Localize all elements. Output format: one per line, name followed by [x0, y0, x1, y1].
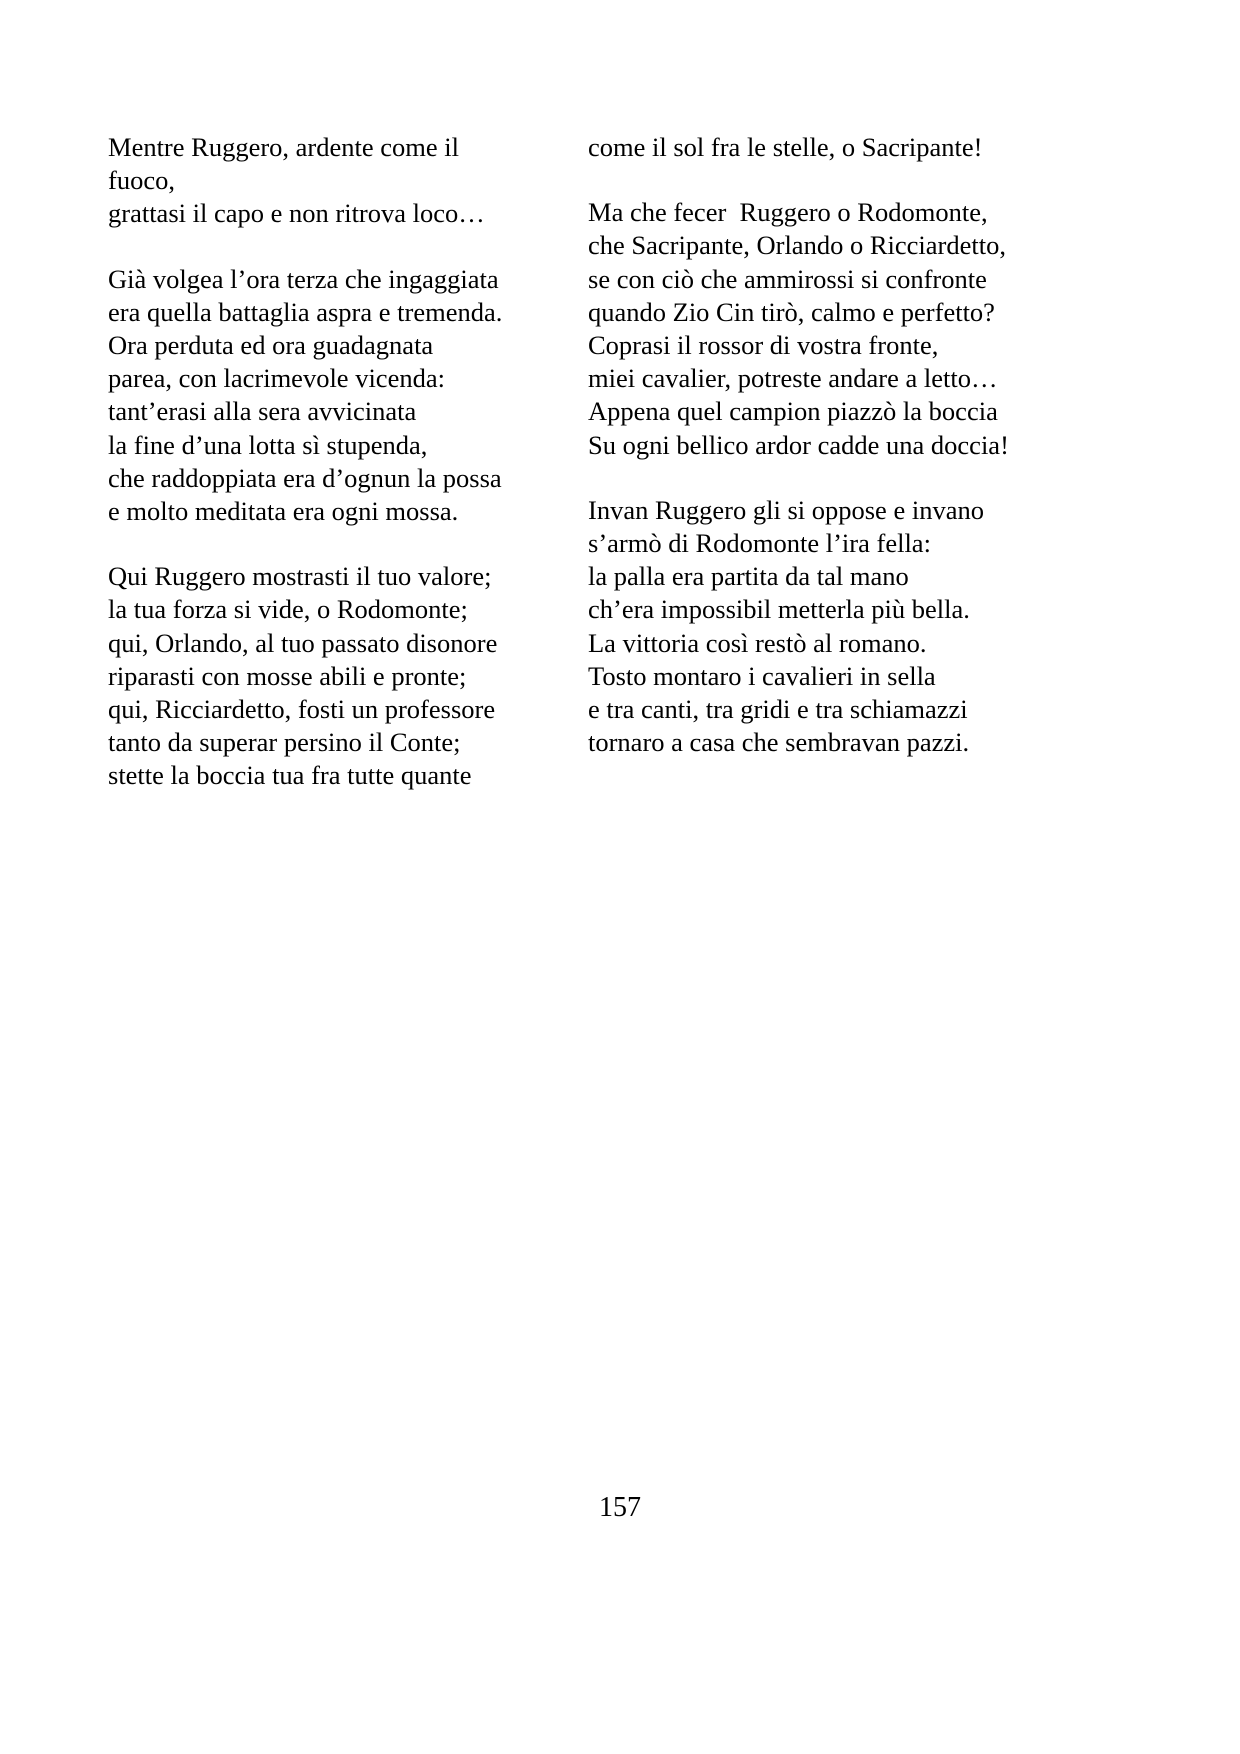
- verse-line: la tua forza si vide, o Rodomonte;: [108, 594, 468, 625]
- verse-line: La vittoria così restò al romano.: [588, 627, 927, 658]
- verse-line: ch’era impossibil metterla più bella.: [588, 594, 970, 625]
- poem-column-left: [108, 131, 588, 793]
- verse-line: Appena quel campion piazzò la boccia: [588, 396, 998, 427]
- verse-line: era quella battaglia aspra e tremenda.: [108, 296, 503, 327]
- verse-line: Mentre Ruggero, ardente come il: [108, 132, 459, 162]
- verse-line: Invan Ruggero gli si oppose e invano: [588, 494, 984, 525]
- verse-line: quando Zio Cin tirò, calmo e perfetto?: [588, 296, 995, 327]
- poem-column-right: [588, 131, 1132, 759]
- verse-line: tanto da superar persino il Conte;: [108, 727, 461, 758]
- verse-line: qui, Ricciardetto, fosti un professore: [108, 694, 496, 725]
- stanza: [108, 263, 588, 529]
- verse-line: fuoco,: [108, 165, 175, 196]
- verse-line: s’armò di Rodomonte l’ira fella:: [588, 528, 931, 559]
- verse-line: Ma che fecer Ruggero o Rodomonte,: [588, 197, 988, 228]
- verse-line: la palla era partita da tal mano: [588, 561, 909, 592]
- stanza: [588, 131, 1132, 164]
- poem-body: [108, 131, 1132, 793]
- verse-line: Coprasi il rossor di vostra fronte,: [588, 330, 939, 361]
- verse-line: e molto meditata era ogni mossa.: [108, 496, 459, 527]
- verse-line: parea, con lacrimevole vicenda:: [108, 363, 445, 394]
- verse-line: Già volgea l’ora terza che ingaggiata: [108, 263, 499, 294]
- verse-line: e tra canti, tra gridi e tra schiamazzi: [588, 694, 968, 725]
- stanza: [588, 196, 1132, 462]
- verse-line: stette la boccia tua fra tutte quante: [108, 760, 472, 791]
- verse-line: come il sol fra le stelle, o Sacripante!: [588, 132, 983, 162]
- stanza: [108, 560, 588, 792]
- verse-line: Su ogni bellico ardor cadde una doccia!: [588, 429, 1009, 460]
- verse-line: Ora perduta ed ora guadagnata: [108, 330, 434, 361]
- verse-line: grattasi il capo e non ritrova loco…: [108, 198, 485, 229]
- verse-line: tant’erasi alla sera avvicinata: [108, 396, 417, 427]
- verse-line: miei cavalier, potreste andare a letto…: [588, 363, 998, 394]
- verse-line: che Sacripante, Orlando o Ricciardetto,: [588, 230, 1006, 261]
- verse-line: Qui Ruggero mostrasti il tuo valore;: [108, 561, 492, 592]
- stanza: [588, 494, 1132, 760]
- verse-line: qui, Orlando, al tuo passato disonore: [108, 627, 498, 658]
- verse-line: la fine d’una lotta sì stupenda,: [108, 429, 428, 460]
- verse-line: se con ciò che ammirossi si confronte: [588, 263, 987, 294]
- verse-line: tornaro a casa che sembravan pazzi.: [588, 727, 970, 758]
- verse-line: Tosto montaro i cavalieri in sella: [588, 660, 936, 691]
- verse-line: riparasti con mosse abili e pronte;: [108, 660, 467, 691]
- verse-line: che raddoppiata era d’ognun la possa: [108, 462, 502, 493]
- page-number: 157: [599, 1492, 641, 1523]
- stanza: [108, 131, 588, 231]
